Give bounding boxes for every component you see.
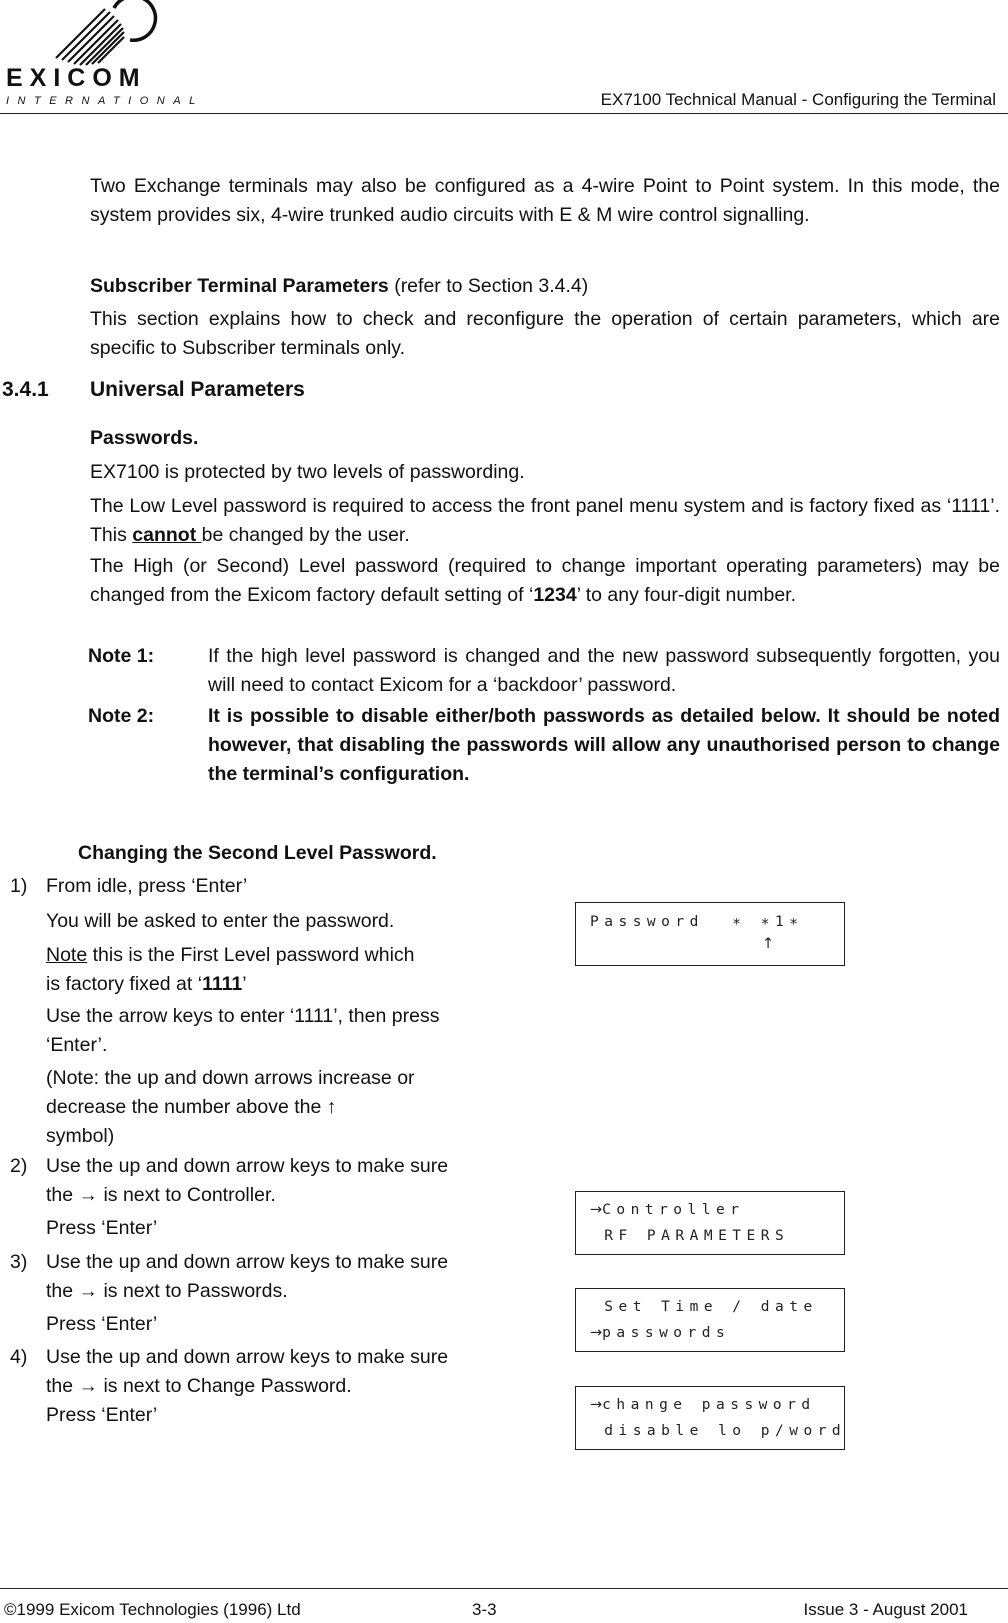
lcd-line: disable lo p/word — [590, 1423, 847, 1439]
step-1-text: From idle, press ‘Enter’ — [46, 875, 248, 897]
step-4-text — [46, 1343, 476, 1401]
step-3-text-pre: Use the up and down arrow keys to make sure the — [46, 1251, 449, 1302]
high-level-text: The High (or Second) Level password (required to change important operating parameters) may be changed from the Exicom factory default setting of ‘ — [90, 555, 1000, 606]
lcd-line: RF PARAMETERS — [590, 1228, 790, 1244]
step-2-text — [46, 1152, 476, 1210]
step-2-press: Press ‘Enter’ — [46, 1217, 158, 1239]
lcd-display-controller — [575, 1191, 845, 1255]
step-2-number: 2) — [10, 1155, 28, 1177]
high-level-text-end: ’ to any four-digit number. — [576, 584, 797, 606]
step-2-text-post: is next to Controller. — [98, 1184, 276, 1206]
lcd-display-change-password — [575, 1386, 845, 1450]
low-level-text-end: be changed by the user. — [201, 524, 410, 546]
note2-label: Note 2: — [88, 705, 155, 727]
up-arrow-icon: ↑ — [762, 936, 775, 952]
lcd-line-text: change password — [602, 1397, 816, 1413]
subscriber-reference: (refer to Section 3.4.4) — [388, 275, 589, 297]
lcd-line — [590, 1325, 730, 1341]
step-1-subtext: You will be asked to enter the password. — [46, 910, 395, 932]
right-arrow-icon: → — [78, 1280, 99, 1302]
note1-label: Note 1: — [88, 645, 155, 667]
note2-text: It is possible to disable either/both passwords as detailed below. It should be noted however, that disabling the passwords will allow any unauthorised person to change the terminal’s configuration. — [208, 705, 1000, 785]
footer-issue: Issue 3 - August 2001 — [803, 1600, 968, 1619]
high-level-code: 1234 — [533, 584, 577, 606]
step-4-press: Press ‘Enter’ — [46, 1404, 158, 1426]
lcd-line: Password ∗ ∗1∗ — [590, 914, 804, 930]
step-4-number: 4) — [10, 1346, 28, 1368]
low-level-paragraph — [90, 492, 1000, 550]
step-3-number: 3) — [10, 1251, 28, 1273]
right-arrow-icon: → — [78, 1184, 99, 1206]
document-title: EX7100 Technical Manual - Configuring the Terminal — [600, 90, 996, 109]
step-1-note-end: ’ — [242, 973, 247, 995]
passwords-intro: EX7100 is protected by two levels of passwording. — [90, 461, 525, 483]
logo-subtitle: INTERNATIONAL — [6, 95, 204, 107]
step-3-press: Press ‘Enter’ — [46, 1313, 158, 1335]
right-arrow-icon: → — [78, 1375, 99, 1397]
passwords-heading: Passwords. — [90, 427, 199, 449]
exicom-globe-logo-icon — [6, 2, 204, 110]
step-1-note-word: Note — [46, 944, 88, 966]
subscriber-heading: Subscriber Terminal Parameters — [90, 275, 389, 297]
up-arrow-icon: ↑ — [326, 1096, 337, 1118]
lcd-line-text: passwords — [602, 1325, 731, 1341]
right-arrow-icon: → — [590, 1325, 603, 1341]
company-logo — [6, 2, 204, 110]
step-3-text — [46, 1248, 476, 1306]
lcd-line-text: Controller — [602, 1202, 745, 1218]
changing-heading: Changing the Second Level Password. — [78, 842, 437, 864]
low-level-emphasis: cannot — [132, 524, 202, 546]
lcd-line — [590, 1397, 816, 1413]
footer-copyright: ©1999 Exicom Technologies (1996) Ltd — [4, 1600, 301, 1619]
right-arrow-icon: → — [590, 1202, 603, 1218]
subscriber-paragraph: This section explains how to check and reconfigure the operation of certain parameters, which are specific to Subscriber terminals only. — [90, 308, 1000, 359]
logo-wordmark: EXICOM — [6, 64, 147, 92]
subscriber-heading-line — [90, 272, 1000, 301]
header-divider — [0, 113, 1008, 114]
footer-divider — [0, 1588, 1008, 1589]
step-1-note-code: 1111 — [202, 973, 243, 995]
step-1-paren-end: symbol) — [46, 1125, 115, 1147]
note1-text: If the high level password is changed and the new password subsequently forgotten, you will need to contact Exicom for a ‘backdoor’ password. — [208, 645, 1000, 696]
lcd-line — [590, 1202, 744, 1218]
lcd-line: Set Time / date — [590, 1299, 818, 1315]
step-1-parenthetical — [46, 1064, 456, 1151]
step-1-paren-text: (Note: the up and down arrows increase or decrease the number above the — [46, 1067, 415, 1118]
high-level-paragraph — [90, 552, 1000, 610]
step-4-text-pre: Use the up and down arrow keys to make sure the — [46, 1346, 449, 1397]
step-3-text-post: is next to Passwords. — [98, 1280, 288, 1302]
step-1-arrow-instructions: Use the arrow keys to enter ‘1111’, then press ‘Enter’. — [46, 1005, 440, 1056]
step-1-note — [46, 941, 426, 999]
step-1-note-rest: this is the First Level password which is factory fixed at ‘ — [46, 944, 415, 995]
step-4-text-post: is next to Change Password. — [98, 1375, 352, 1397]
low-level-text: The Low Level password is required to access the front panel menu system and is factory fixed as ‘1111’. This — [90, 495, 1000, 546]
lcd-display-passwords — [575, 1288, 845, 1352]
intro-paragraph: Two Exchange terminals may also be configured as a 4-wire Point to Point system. In this mode, the system provides six, 4-wire trunked audio circuits with E & M wire control signalling. — [90, 175, 1000, 226]
footer-page-number: 3-3 — [472, 1600, 497, 1619]
step-1-number: 1) — [10, 875, 28, 897]
lcd-display-password — [575, 902, 845, 966]
right-arrow-icon: → — [590, 1397, 603, 1413]
step-2-text-pre: Use the up and down arrow keys to make sure the — [46, 1155, 449, 1206]
section-title: Universal Parameters — [90, 378, 305, 401]
section-number: 3.4.1 — [2, 378, 49, 401]
